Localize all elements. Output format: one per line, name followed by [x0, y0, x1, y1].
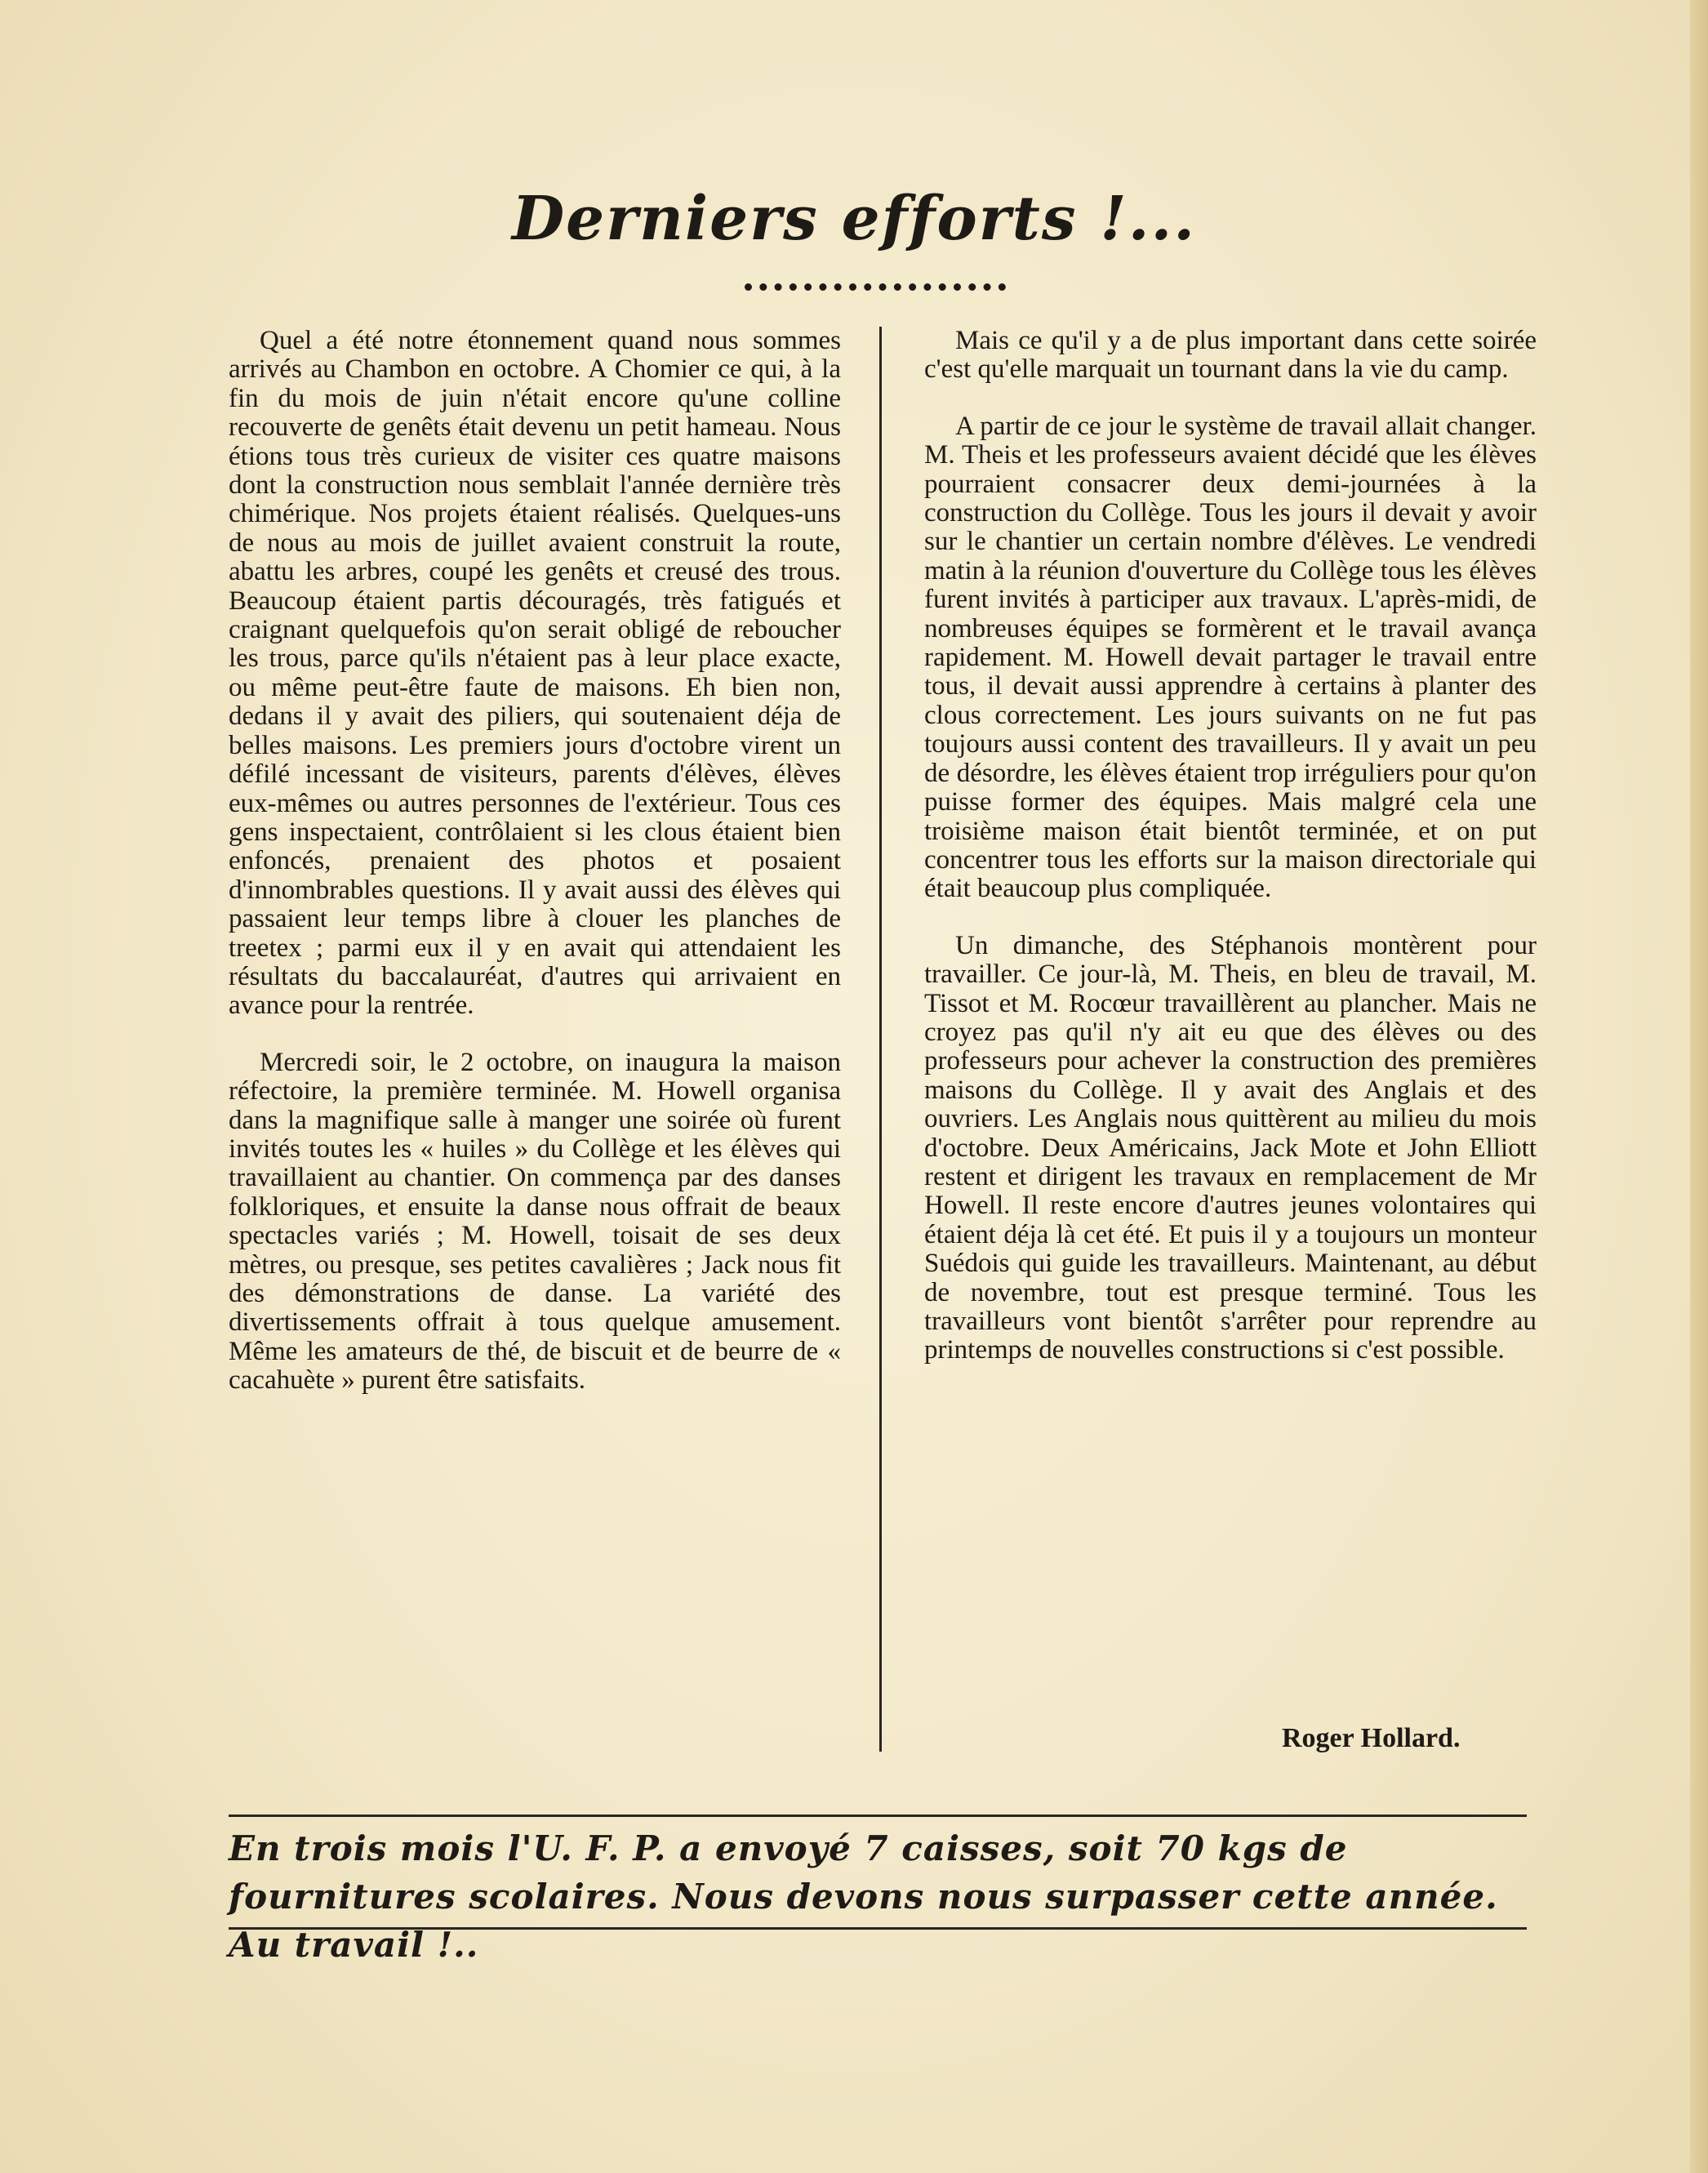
banner-rule-bottom	[229, 1927, 1527, 1930]
paragraph: Un dimanche, des Stéphanois montèrent pour travailler. Ce jour-là, M. Theis, en bleu de travail, M. Tissot et M. Rocœur travaillèrent au plancher. Mais ne croyez pas qu'il n'y ait eu que des élèves ou des professeurs pour achever la construction des premières maisons du Collège. Il y avait des Anglais et des ouvriers. Les Anglais nous quittèrent au milieu du mois d'octobre. Deux Américains, Jack Mote et John Elliott restent et dirigent les travaux en remplacement de Mr Howell. Il reste encore d'autres jeunes volontaires qui étaient déja là cet été. Et puis il y a toujours un monteur Suédois qui guide les travailleurs. Maintenant, au début de novembre, tout est presque terminé. Tous les travailleurs vont bientôt s'arrêter pour reprendre au printemps de nouvelles constructions si c'est possible.	[924, 930, 1537, 1365]
title-underline	[745, 283, 1006, 291]
paragraph: Quel a été notre étonnement quand nous sommes arrivés au Chambon en octobre. A Chomier ce qui, à la fin du mois de juin n'était encore qu'une colline recouverte de genêts était devenu un petit hameau. Nous étions tous très curieux de visiter ces quatre maisons dont la construction nous semblait l'année dernière très chimérique. Nos projets étaient réalisés. Quelques-uns de nous au mois de juillet avaient construit la route, abattu les arbres, coupé les genêts et creusé des trous. Beaucoup étaient partis découragés, très fatigués et craignant quelquefois qu'on serait obligé de reboucher les trous, parce qu'ils n'étaient pas à leur place exacte, ou même peut-être faute de maisons. Eh bien non, dedans il y avait des piliers, qui soutenaient déja de belles maisons. Les premiers jours d'octobre virent un défilé incessant de visiteurs, parents d'élèves, élèves eux-mêmes ou autres personnes de l'extérieur. Tous ces gens inspectaient, contrôlaient si les clous étaient bien enfoncés, prenaient des photos et posaient d'innombrables questions. Il y avait aussi des élèves qui passaient leur temps libre à clouer les planches de treetex ; parmi eux il y en avait qui attendaient les résultats du baccalauréat, d'autres qui arrivaient en avance pour la rentrée.	[229, 326, 841, 1021]
column-divider	[879, 327, 882, 1752]
banner-rule-top	[229, 1815, 1527, 1817]
paragraph: Mais ce qu'il y a de plus important dans cette soirée c'est qu'elle marquait un tournant dans la vie du camp.	[924, 326, 1537, 385]
left-column	[229, 327, 841, 1396]
paragraph: Mercredi soir, le 2 octobre, on inaugura la maison réfectoire, la première terminée. M. Howell organisa dans la magnifique salle à manger une soirée où furent invités toutes les « huiles » du Collège et les élèves qui travaillaient au chantier. On commença par des danses folkloriques, et ensuite la danse nous offrait de beaux spectacles variés ; M. Howell, toisait de ses deux mètres, ou presque, ses petites cavalières ; Jack nous fit des démonstrations de danse. La variété des divertissements offrait à tous quelque amusement. Même les amateurs de thé, de biscuit et de beurre de « cacahuète » purent être satisfaits.	[229, 1047, 841, 1396]
paragraph: A partir de ce jour le système de travail allait changer. M. Theis et les professeurs avaient décidé que les élèves pourraient consacrer deux demi-journées à la construction du Collège. Tous les jours il devait y avoir sur le chantier un certain nombre d'élèves. Le vendredi matin à la réunion d'ouverture du Collège tous les élèves furent invités à participer aux travaux. L'après-midi, de nombreuses équipes se formèrent et le travail avança rapidement. M. Howell devait partager le travail entre tous, il devait aussi apprendre à certains à planter des clous correctement. Les jours suivants on ne fut pas toujours aussi content des travailleurs. Il y avait un peu de désordre, les élèves étaient trop irréguliers pour qu'on puisse former des équipes. Mais malgré cela une troisième maison était bientôt terminée, et on put concentrer tous les efforts sur la maison directoriale qui était beaucoup plus compliquée.	[924, 411, 1537, 904]
paper-edge	[1690, 0, 1708, 2173]
author-signature: Roger Hollard.	[1282, 1723, 1461, 1753]
footer-banner: En trois mois l'U. F. P. a envoyé 7 caisses, soit 70 kgs de fournitures scolaires. Nous devons nous surpasser cette année. Au travail !..	[229, 1828, 1498, 1965]
article-title: Derniers efforts !...	[511, 184, 1197, 254]
right-column	[924, 327, 1537, 1365]
